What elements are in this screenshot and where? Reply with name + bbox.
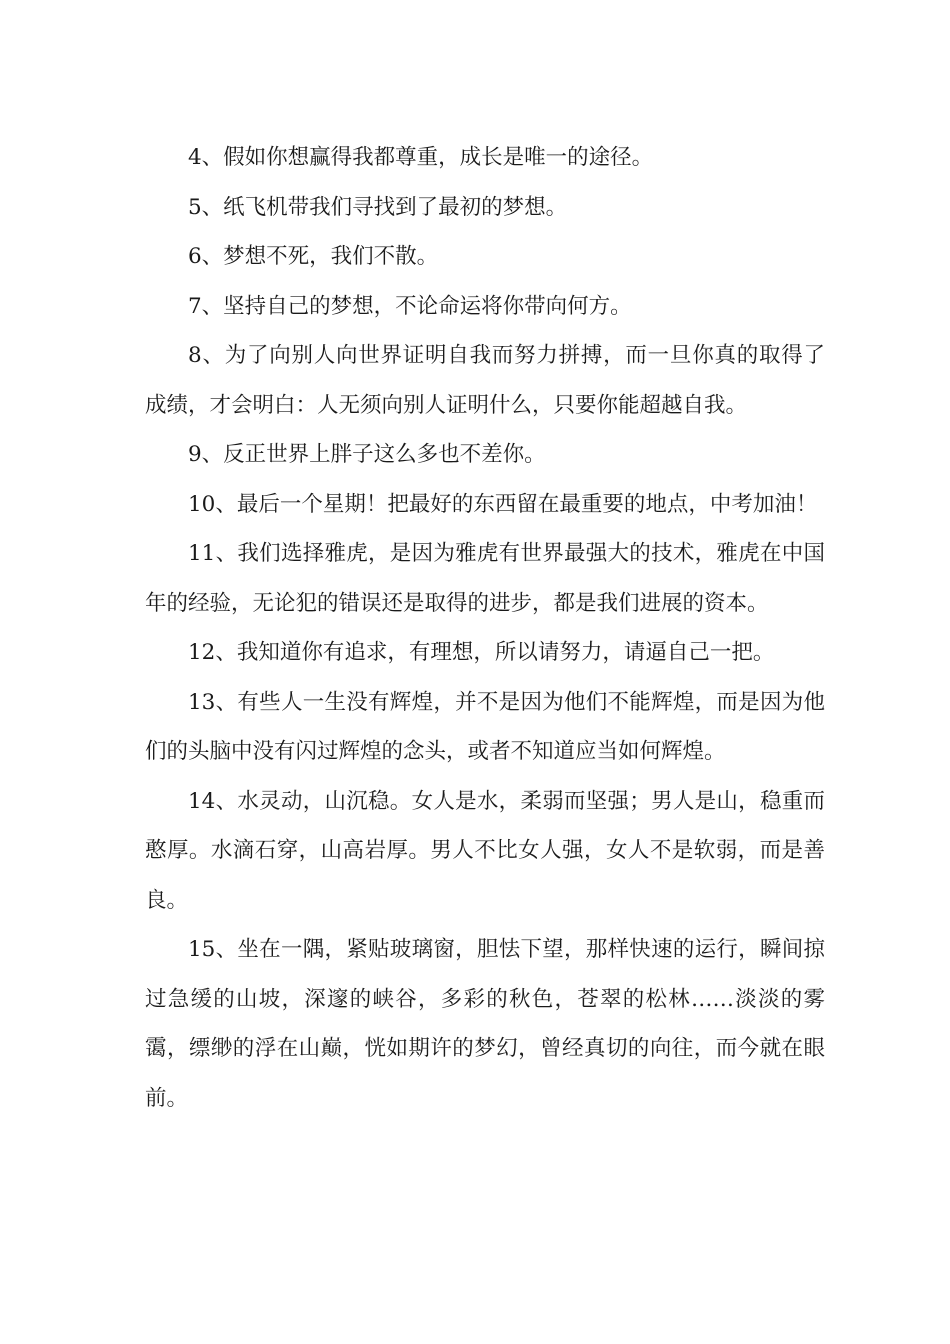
paragraph-8: 8、为了向别人向世界证明自我而努力拼搏，而一旦你真的取得了成绩，才会明白：人无须向别人证明什么，只要你能超越自我。 bbox=[145, 343, 825, 418]
paragraph-9: 9、反正世界上胖子这么多也不差你。 bbox=[188, 442, 546, 467]
paragraph-11: 11、我们选择雅虎，是因为雅虎有世界最强大的技术，雅虎在中国年的经验，无论犯的错误还是取得的进步，都是我们进展的资本。 bbox=[145, 541, 825, 616]
paragraph-5: 5、纸飞机带我们寻找到了最初的梦想。 bbox=[188, 194, 568, 220]
paragraph-13: 13、有些人一生没有辉煌，并不是因为他们不能辉煌，而是因为他们的头脑中没有闪过辉煌的念头，或者不知道应当如何辉煌。 bbox=[145, 689, 825, 764]
paragraph-6: 6、梦想不死，我们不散。 bbox=[188, 244, 439, 269]
paragraph-14: 14、水灵动，山沉稳。女人是水，柔弱而坚强；男人是山，稳重而憨厚。水滴石穿，山高岩厚。男人不比女人强，女人不是软弱，而是善良。 bbox=[145, 788, 825, 913]
paragraph-10: 10、最后一个星期！把最好的东西留在最重要的地点，中考加油！ bbox=[188, 491, 818, 517]
paragraph-12: 12、我知道你有追求，有理想，所以请努力，请逼自己一把。 bbox=[188, 640, 775, 665]
paragraph-4: 4、假如你想赢得我都尊重，成长是唯一的途径。 bbox=[188, 145, 654, 170]
paragraph-15: 15、坐在一隅，紧贴玻璃窗，胆怯下望，那样快速的运行，瞬间掠过急缓的山坡，深邃的峡谷，多彩的秋色，苍翠的松林……淡淡的雾霭，缥缈的浮在山巅，恍如期许的梦幻，曾经真切的向往，而今就在眼前。 bbox=[145, 937, 825, 1111]
document-page bbox=[145, 133, 825, 1123]
paragraph-7: 7、坚持自己的梦想，不论命运将你带向何方。 bbox=[188, 293, 632, 319]
